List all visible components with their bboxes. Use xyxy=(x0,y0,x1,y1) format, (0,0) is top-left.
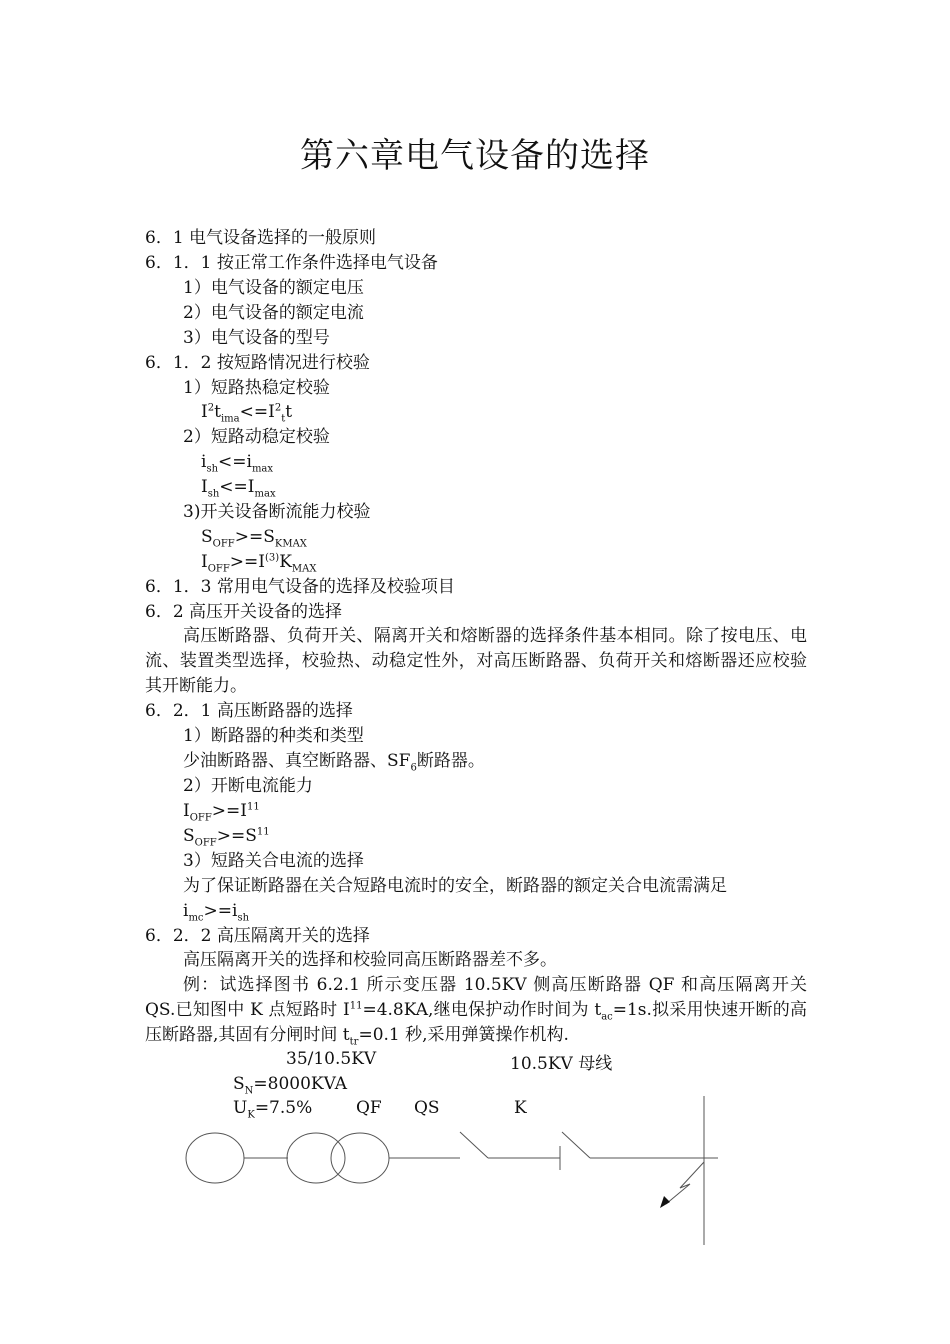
formula-ioff: $I_{OFF}>=I^{11}$ xyxy=(183,801,260,824)
paragraph-6-2: 高压断路器、负荷开关、隔离开关和熔断器的选择条件基本相同。除了按电压、电流、装置类型选择，校验热、动稳定性外，对高压断路器、负荷开关和熔断器还应校验其开断能力。 xyxy=(145,626,807,696)
section-6-1-2: 6．1．2 按短路情况进行校验 xyxy=(145,353,370,373)
formula-break-1: $S_{OFF}>=S_{KMAX}$ xyxy=(201,527,307,550)
section-6-2-1: 6．2．1 高压断路器的选择 xyxy=(145,701,353,721)
rated-capacity-label: $S_N=8000KVA$ xyxy=(233,1074,348,1097)
list-item: 3）电气设备的型号 xyxy=(183,328,330,348)
source-circle xyxy=(186,1133,244,1183)
list-item: 2）开断电流能力 xyxy=(183,776,313,796)
formula-thermal: $I^2t_{ima}<=I^2_tt$ xyxy=(201,402,293,425)
fault-point-k-label: K xyxy=(514,1098,527,1118)
formula-break-2: $I_{OFF}>=I^{(3)}K_{MAX}$ xyxy=(201,552,317,575)
impedance-voltage-label: $U_K=7.5\%$ xyxy=(233,1098,313,1121)
breaker-types: 少油断路器、真空断路器、$SF_6$断路器。 xyxy=(183,751,485,774)
section-6-2: 6．2 高压开关设备的选择 xyxy=(145,602,343,622)
fault-lightning-symbol xyxy=(666,1162,704,1204)
list-item: 3）短路关合电流的选择 xyxy=(183,851,364,871)
section-6-1-3: 6．1．3 常用电气设备的选择及校验项目 xyxy=(145,577,455,597)
section-6-1-1: 6．1．1 按正常工作条件选择电气设备 xyxy=(145,253,438,273)
closing-current-text: 为了保证断路器在关合短路电流时的安全，断路器的额定关合电流需满足 xyxy=(183,876,727,896)
qs-label: QS xyxy=(414,1098,440,1118)
breaker-qf-blade xyxy=(460,1132,488,1158)
busbar-label: 10.5KV 母线 xyxy=(510,1054,613,1074)
section-6-1: 6．1 电气设备选择的一般原则 xyxy=(145,228,377,248)
example-paragraph: 例：试选择图书 6.2.1 所示变压器 10.5KV 侧高压断路器 QF 和高压隔离开关 QS.已知图中 K 点短路时 $I^{11}=4.8KA$,继电保护动作时间为 $t_{ac}=1s$.拟采用快速开断的高压断路器,其固有分闸时间 $t_{tr}=0.1$ 秒,采用弹簧操作机构. xyxy=(145,975,807,1048)
list-item: 1）短路热稳定校验 xyxy=(183,378,330,398)
list-item: 3)开关设备断流能力校验 xyxy=(183,502,371,522)
list-item: 1）电气设备的额定电压 xyxy=(183,278,364,298)
formula-dynamic-1: $i_{sh}<=i_{max}$ xyxy=(201,452,274,475)
list-item: 2）电气设备的额定电流 xyxy=(183,303,364,323)
transformer-winding-1 xyxy=(287,1133,345,1183)
transformer-winding-2 xyxy=(331,1133,389,1183)
paragraph-6-2-2: 高压隔离开关的选择和校验同高压断路器差不多。 xyxy=(183,950,557,970)
formula-soff: $S_{OFF}>=S^{11}$ xyxy=(183,826,270,849)
transformer-ratio-label: 35/10.5KV xyxy=(286,1049,377,1069)
circuit-diagram xyxy=(0,1090,950,1250)
formula-dynamic-2: $I_{sh}<=I_{max}$ xyxy=(201,477,276,500)
qf-label: QF xyxy=(356,1098,382,1118)
disconnector-qs-blade xyxy=(562,1132,590,1158)
page-title: 第六章电气设备的选择 xyxy=(300,136,650,176)
fault-arrow-head xyxy=(660,1196,670,1208)
list-item: 2）短路动稳定校验 xyxy=(183,427,330,447)
list-item: 1）断路器的种类和类型 xyxy=(183,726,364,746)
section-6-2-2: 6．2．2 高压隔离开关的选择 xyxy=(145,926,370,946)
formula-imc: $i_{mc}>=i_{sh}$ xyxy=(183,901,250,924)
